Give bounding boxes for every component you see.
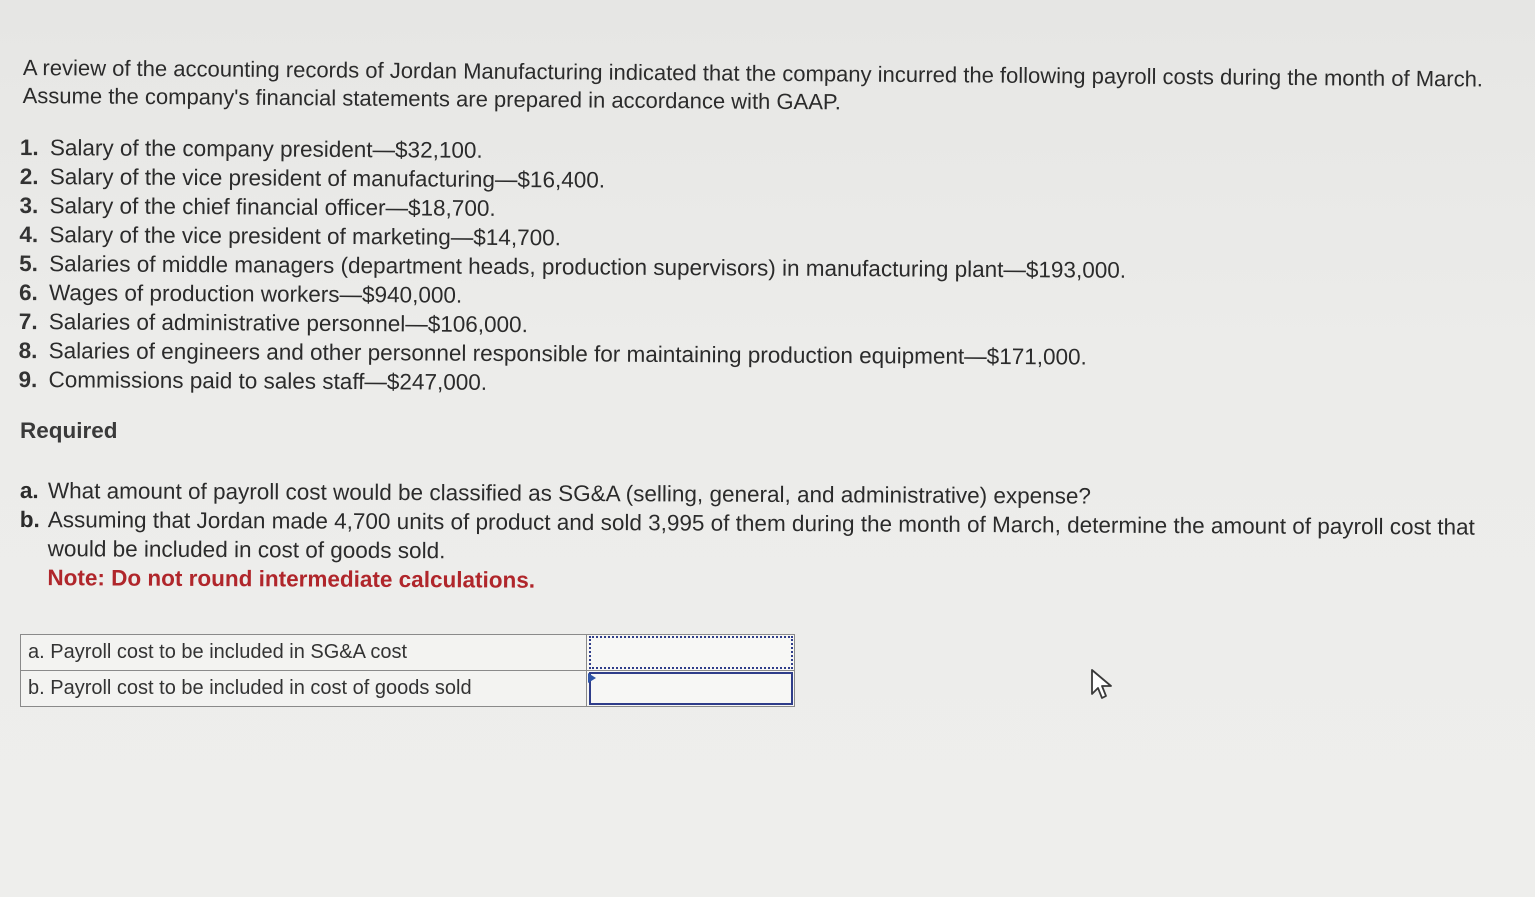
item-text: Wages of production workers—$940,000. bbox=[48, 280, 463, 308]
mouse-pointer-icon bbox=[1089, 668, 1117, 702]
item-text: Salaries of administrative personnel—$106,000. bbox=[48, 309, 528, 338]
payroll-cost-list bbox=[18, 133, 1280, 402]
rounding-note: Note: Do not round intermediate calculations. bbox=[47, 565, 536, 593]
problem-intro: A review of the accounting records of Jordan Manufacturing indicated that the company incurred the following payroll costs during the month of March. Assume the company's financial statements are prepared in accordance with GAAP. bbox=[22, 54, 1484, 115]
answer-table bbox=[20, 634, 795, 707]
item-text: Commissions paid to sales staff—$247,000. bbox=[48, 367, 488, 395]
question-text: What amount of payroll cost would be classified as SG&A (selling, general, and administrative) expense? bbox=[47, 478, 1092, 509]
item-number: 7. bbox=[18, 308, 38, 335]
item-number: 4. bbox=[19, 221, 39, 248]
item-number: 2. bbox=[19, 163, 39, 190]
row-label: a. Payroll cost to be included in SG&A cost bbox=[21, 635, 587, 671]
table-row bbox=[21, 671, 795, 707]
question-b bbox=[19, 505, 1489, 600]
item-text: Salary of the vice president of manufacturing—$16,400. bbox=[49, 164, 606, 193]
question-label: b. bbox=[19, 506, 40, 533]
item-number: 8. bbox=[18, 337, 38, 364]
row-label: b. Payroll cost to be included in cost of goods sold bbox=[21, 671, 587, 707]
item-text: Salary of the company president—$32,100. bbox=[49, 135, 483, 163]
question-text: Assuming that Jordan made 4,700 units of product and sold 3,995 of them during the month of March, determine the amount of payroll cost that would be included in cost of goods sold. bbox=[47, 507, 1475, 564]
item-text: Salaries of engineers and other personnel responsible for maintaining production equipment—$171,000. bbox=[48, 338, 1087, 370]
question-list bbox=[19, 476, 1490, 600]
answer-cell bbox=[587, 671, 795, 707]
item-number: 1. bbox=[19, 134, 39, 161]
item-text: Salaries of middle managers (department heads, production supervisors) in manufacturing plant—$193,000. bbox=[49, 251, 1127, 283]
question-body bbox=[47, 505, 1489, 600]
required-heading: Required bbox=[20, 418, 118, 443]
cogs-cost-input[interactable] bbox=[589, 672, 793, 705]
item-text: Salary of the chief financial officer—$18,700. bbox=[49, 193, 496, 221]
item-number: 6. bbox=[18, 279, 38, 306]
answer-cell bbox=[587, 635, 795, 671]
input-wrapper bbox=[587, 672, 794, 705]
item-number: 3. bbox=[19, 192, 39, 219]
sga-cost-input[interactable] bbox=[589, 636, 793, 669]
cell-marker-icon bbox=[588, 673, 596, 683]
item-number: 9. bbox=[18, 366, 38, 393]
table-row bbox=[21, 635, 795, 671]
item-text: Salary of the vice president of marketing—$14,700. bbox=[49, 222, 561, 251]
question-label: a. bbox=[19, 477, 39, 504]
item-number: 5. bbox=[19, 250, 39, 277]
